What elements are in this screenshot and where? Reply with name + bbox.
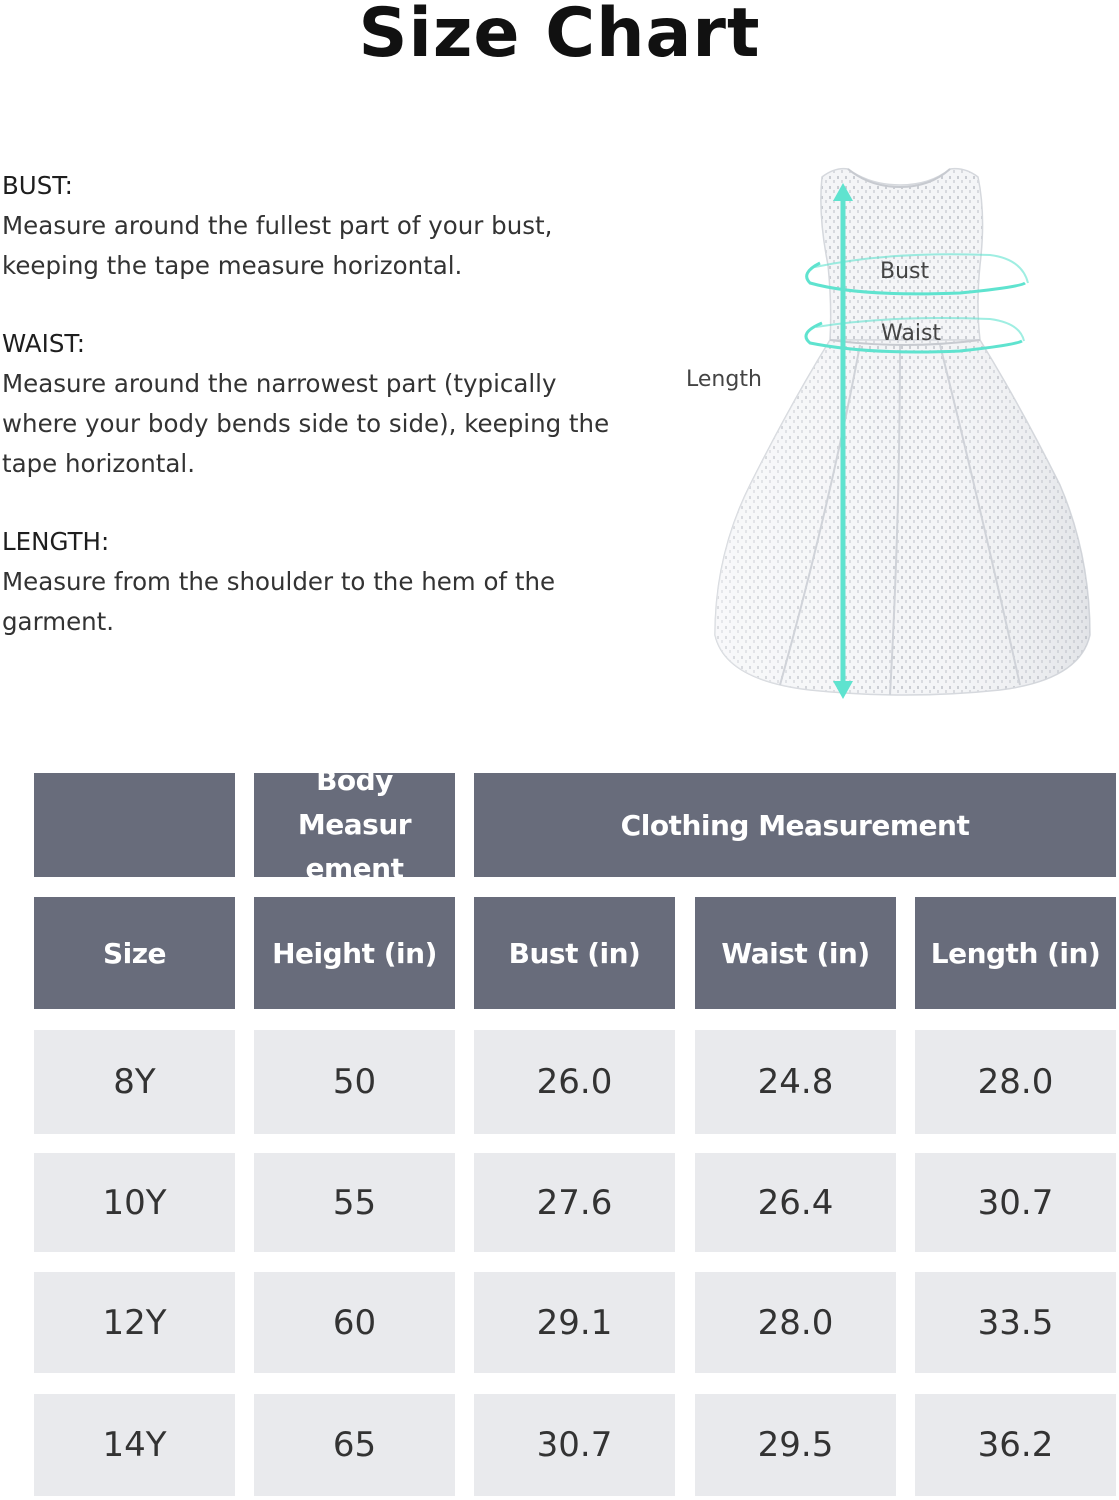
length-heading: LENGTH: [2,527,110,556]
table-cell-size: 14Y [34,1394,235,1496]
bust-text: Measure around the fullest part of your bust, keeping the tape measure horizontal. [2,211,553,280]
table-cell-waist: 28.0 [695,1272,896,1373]
length-instruction [2,522,642,642]
waist-instruction [2,324,642,484]
dress-illustration [660,155,1119,715]
waist-heading: WAIST: [2,329,85,358]
column-header-bust: Bust (in) [474,897,675,1009]
waist-text: Measure around the narrowest part (typically where your body bends side to side), keeping the tape horizontal. [2,369,610,478]
table-cell-waist: 26.4 [695,1153,896,1252]
table-cell-waist: 24.8 [695,1030,896,1134]
column-header-length: Length (in) [915,897,1116,1009]
table-cell-height: 65 [254,1394,455,1496]
page-title: Size Chart [358,0,761,73]
table-corner-cell [34,773,235,877]
table-cell-height: 60 [254,1272,455,1373]
column-header-size: Size [34,897,235,1009]
body-measurement-header: Body Measur ement [254,773,455,877]
table-cell-bust: 27.6 [474,1153,675,1252]
table-cell-height: 55 [254,1153,455,1252]
table-cell-waist: 29.5 [695,1394,896,1496]
dress-image [660,155,1119,715]
length-label: Length [686,367,762,392]
column-header-height: Height (in) [254,897,455,1009]
table-cell-size: 10Y [34,1153,235,1252]
table-cell-bust: 29.1 [474,1272,675,1373]
table-cell-size: 8Y [34,1030,235,1134]
table-cell-bust: 26.0 [474,1030,675,1134]
table-cell-size: 12Y [34,1272,235,1373]
waist-label: Waist [881,321,942,346]
table-cell-length: 30.7 [915,1153,1116,1252]
table-cell-height: 50 [254,1030,455,1134]
bust-instruction [2,166,642,286]
table-cell-bust: 30.7 [474,1394,675,1496]
table-cell-length: 36.2 [915,1394,1116,1496]
length-text: Measure from the shoulder to the hem of the garment. [2,567,556,636]
table-cell-length: 28.0 [915,1030,1116,1134]
column-header-waist: Waist (in) [695,897,896,1009]
table-cell-length: 33.5 [915,1272,1116,1373]
bust-heading: BUST: [2,171,73,200]
clothing-measurement-header: Clothing Measurement [474,773,1116,877]
bust-label: Bust [880,259,930,284]
